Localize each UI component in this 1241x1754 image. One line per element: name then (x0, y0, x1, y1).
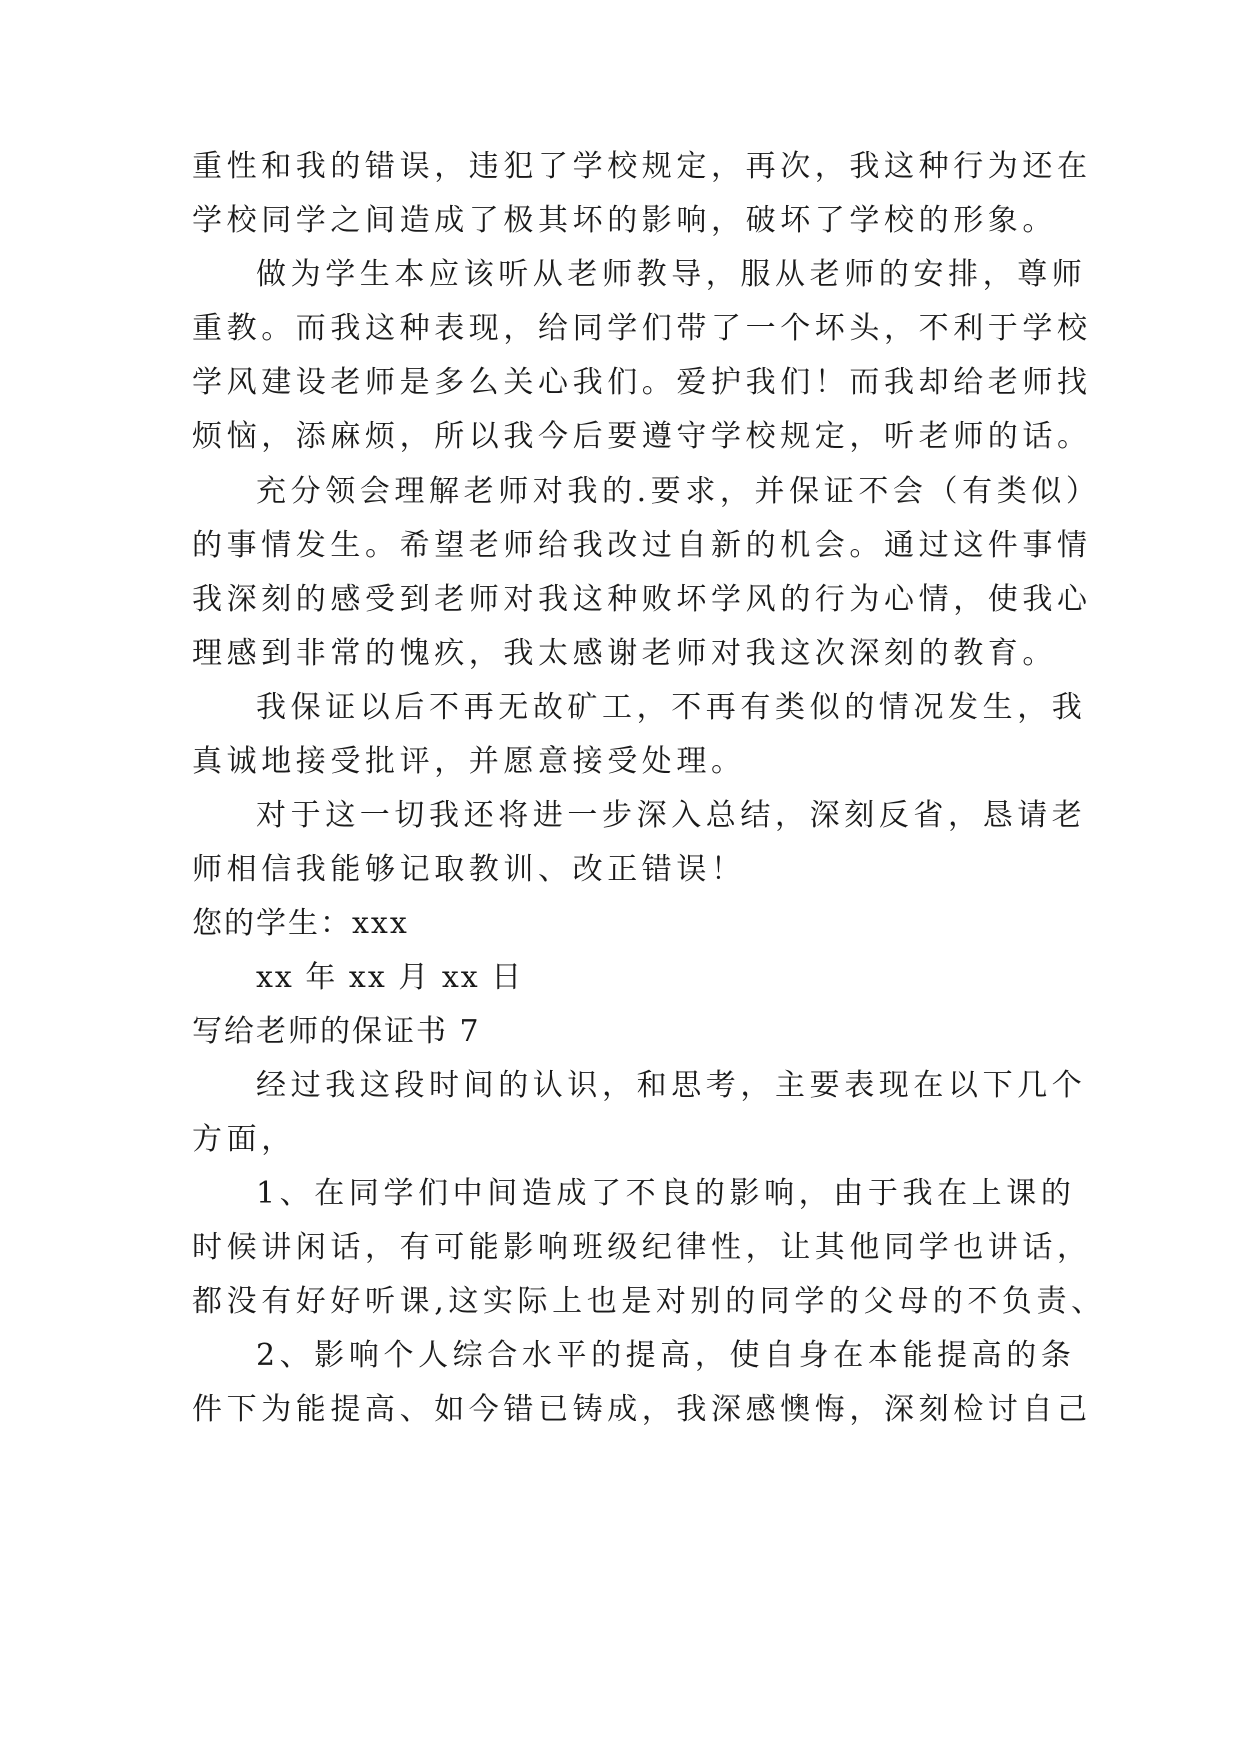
signature-line: 您的学生：xxx (192, 906, 409, 941)
paragraph-line: 件下为能提高、如今错已铸成，我深感懊悔，深刻检讨自己 (192, 1392, 1092, 1427)
paragraph-line: 我深刻的感受到老师对我这种败坏学风的行为心情，使我心 (192, 582, 1092, 617)
paragraph-line: 学校同学之间造成了极其坏的影响，破坏了学校的形象。 (192, 203, 1057, 238)
paragraph-line: 理感到非常的愧疚，我太感谢老师对我这次深刻的教育。 (192, 636, 1057, 671)
paragraph-line: 2、影响个人综合水平的提高，使自身在本能提高的条 (256, 1338, 1076, 1373)
paragraph-line: 方面， (192, 1122, 296, 1157)
paragraph-line: 的事情发生。希望老师给我改过自新的机会。通过这件事情 (192, 528, 1092, 563)
paragraph-line: 学风建设老师是多么关心我们。爱护我们！而我却给老师找 (192, 365, 1092, 400)
paragraph-line: 重性和我的错误，违犯了学校规定，再次，我这种行为还在 (192, 149, 1092, 184)
paragraph-line: 对于这一切我还将进一步深入总结，深刻反省，恳请老 (256, 798, 1087, 833)
paragraph-line: 我保证以后不再无故矿工，不再有类似的情况发生，我 (256, 690, 1087, 725)
paragraph-line: 充分领会理解老师对我的.要求，并保证不会（有类似） (256, 474, 1101, 509)
paragraph-line: 都没有好好听课,这实际上也是对别的同学的父母的不负责、 (192, 1284, 1106, 1319)
paragraph-line: 做为学生本应该听从老师教导，服从老师的安排，尊师 (256, 257, 1087, 292)
paragraph-line: 时候讲闲话，有可能影响班级纪律性，让其他同学也讲话， (192, 1230, 1092, 1265)
paragraph-line: 重教。而我这种表现，给同学们带了一个坏头，不利于学校 (192, 311, 1092, 346)
paragraph-line: 1、在同学们中间造成了不良的影响，由于我在上课的 (256, 1176, 1076, 1211)
date-line: xx 年 xx 月 xx 日 (256, 960, 524, 995)
paragraph-line: 烦恼，添麻烦，所以我今后要遵守学校规定，听老师的话。 (192, 419, 1092, 454)
paragraph-line: 师相信我能够记取教训、改正错误！ (192, 852, 746, 887)
section-title: 写给老师的保证书 7 (192, 1014, 481, 1049)
paragraph-line: 真诚地接受批评，并愿意接受处理。 (192, 744, 746, 779)
paragraph-line: 经过我这段时间的认识，和思考，主要表现在以下几个 (256, 1068, 1087, 1103)
